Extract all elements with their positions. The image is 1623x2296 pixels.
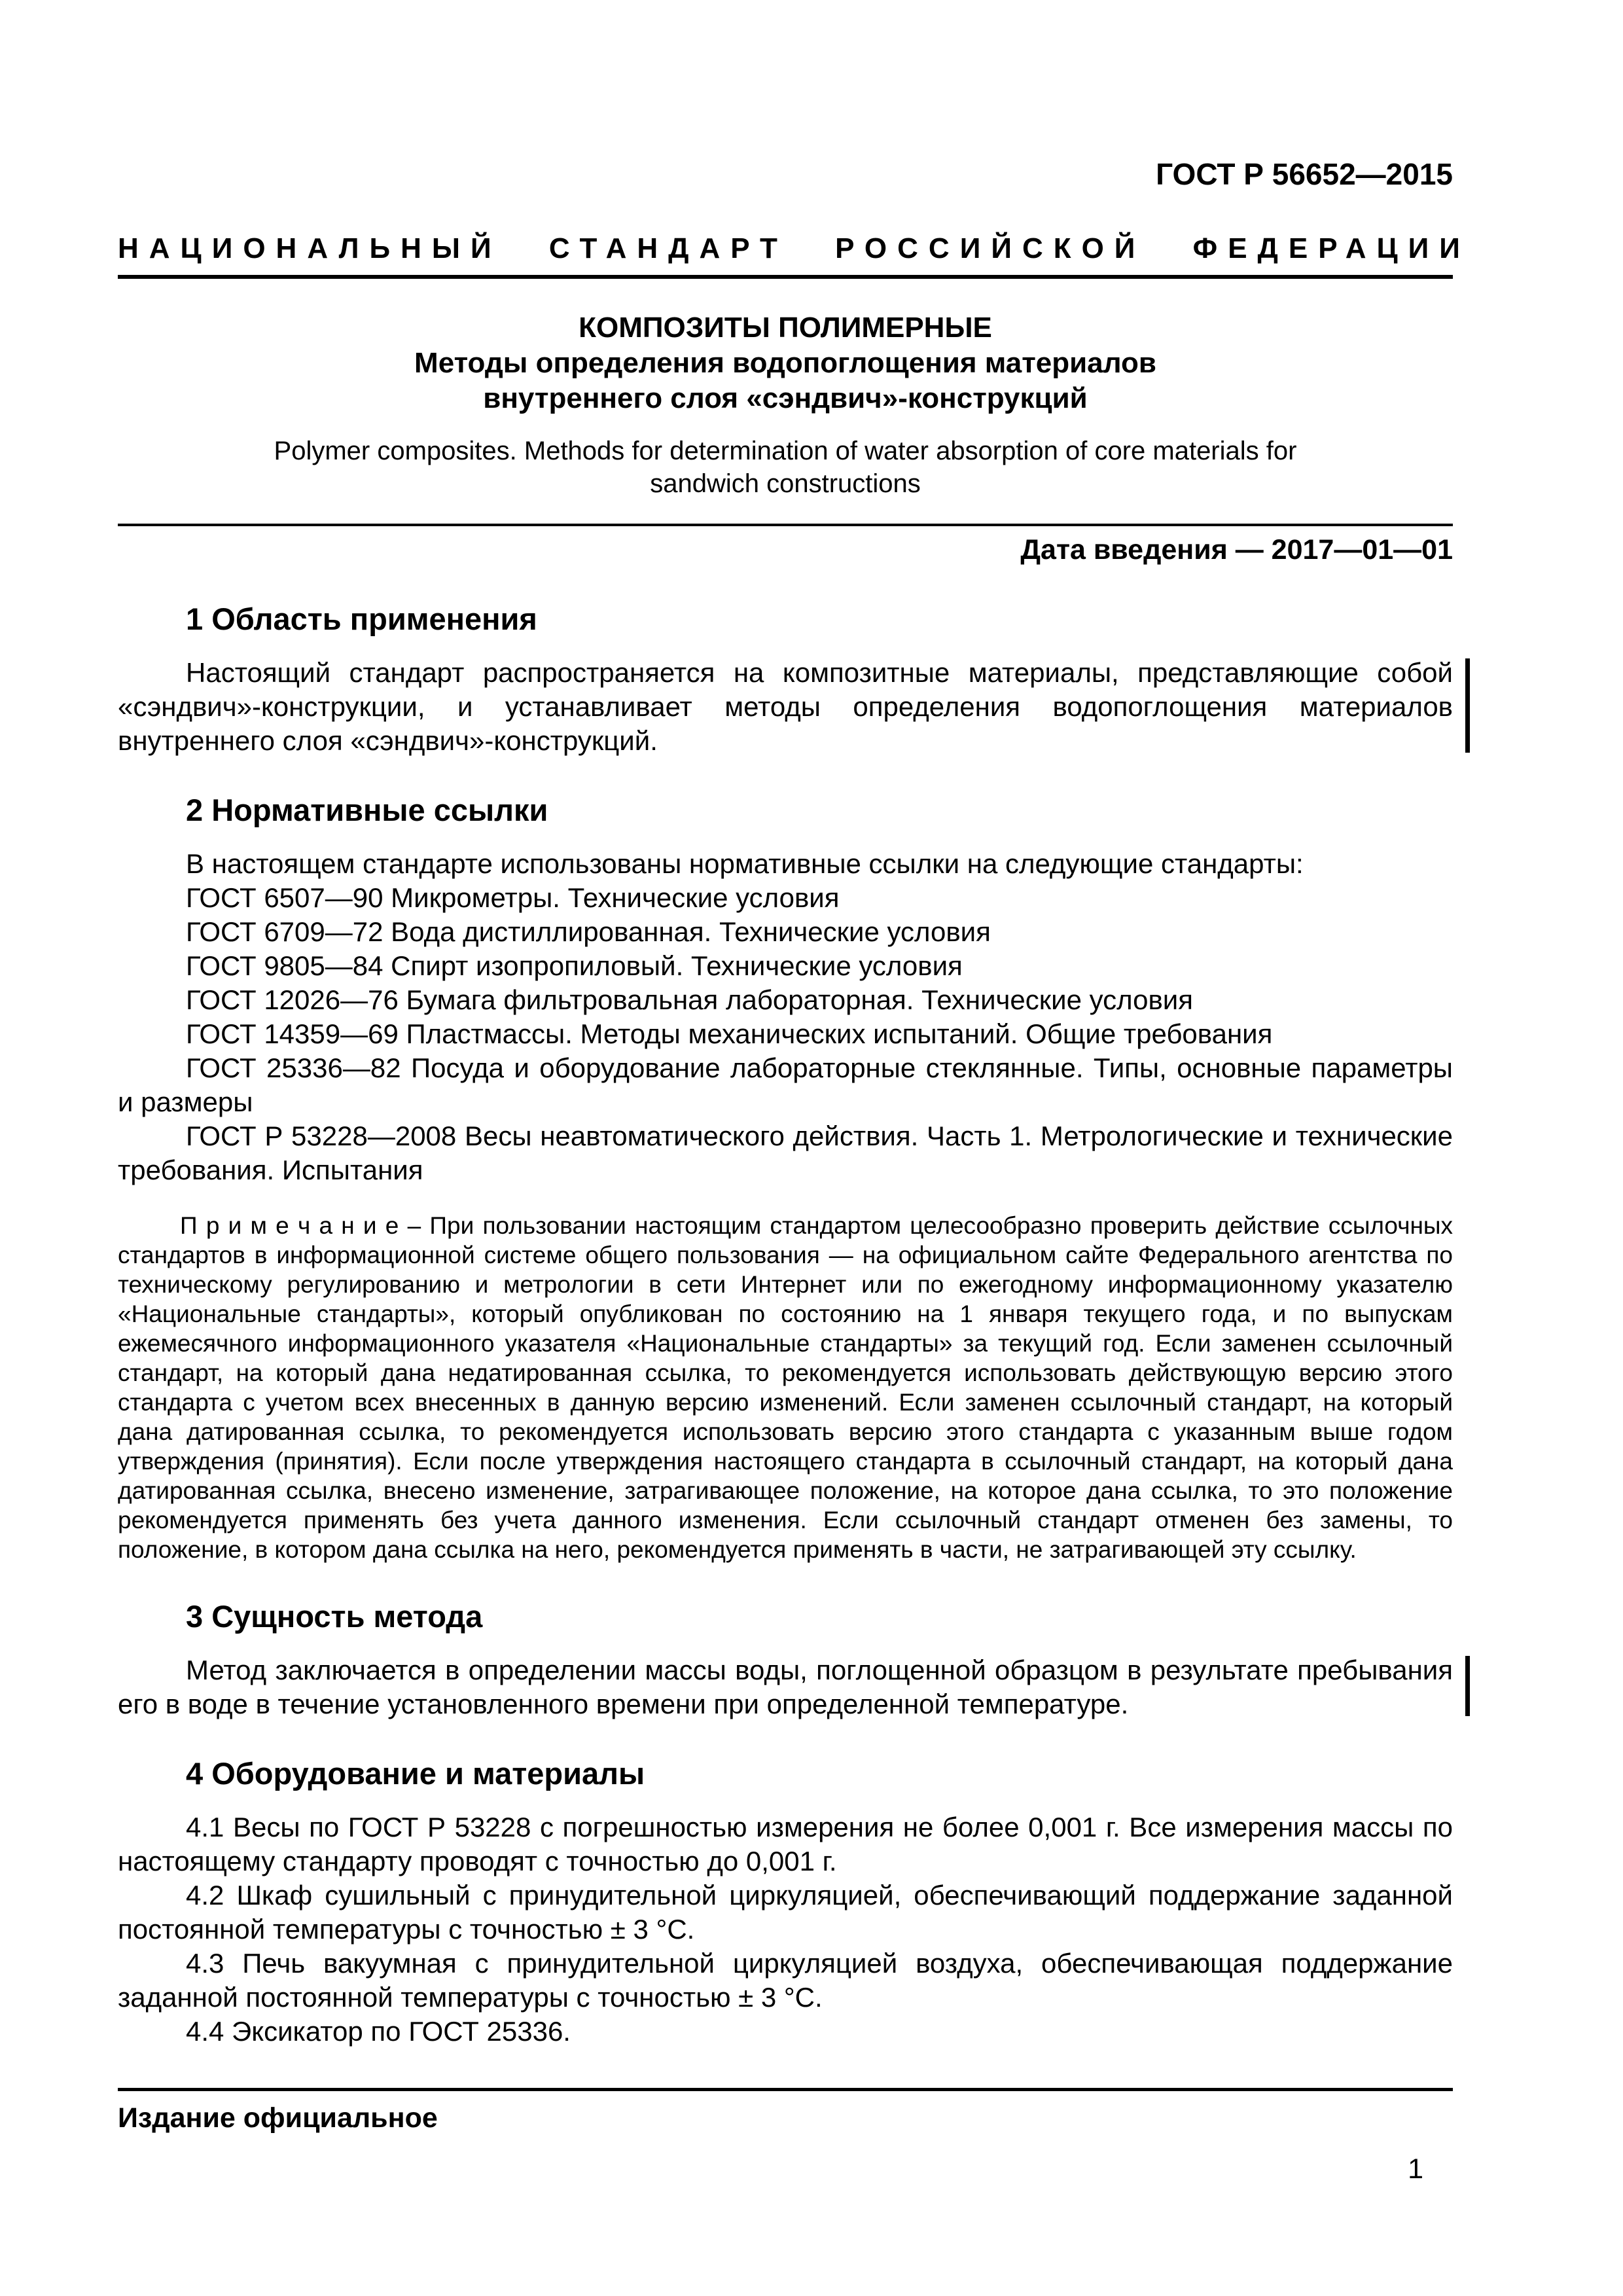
section-4-item: 4.2 Шкаф сушильный с принудительной циркуляцией, обеспечивающий поддержание заданной постоянной температуры с точностью ± 3 °С. [118, 1880, 1453, 1945]
gost-reference: ГОСТ 6709—72 Вода дистиллированная. Технические условия [186, 916, 991, 947]
section-4-title: 4 Оборудование и материалы [186, 1756, 645, 1791]
section-2-intro: В настоящем стандарте использованы нормативные ссылки на следующие стандарты: [186, 848, 1304, 879]
section-2-title: 2 Нормативные ссылки [186, 793, 548, 827]
doc-code: ГОСТ Р 56652—2015 [1156, 157, 1453, 191]
section-1-title: 1 Область применения [186, 601, 537, 636]
section-4-item: 4.4 Эксикатор по ГОСТ 25336. [186, 2016, 571, 2047]
section-4-item: 4.3 Печь вакуумная с принудительной циркуляцией воздуха, обеспечивающая поддержание заданной постоянной температуры с точностью ± 3 °С. [118, 1948, 1453, 2013]
section-3-title: 3 Сущность метода [186, 1599, 483, 1634]
english-subtitle [118, 435, 1453, 500]
effective-date: Дата введения — 2017—01—01 [1020, 534, 1453, 565]
divider [118, 524, 1453, 526]
section-4-item: 4.1 Весы по ГОСТ Р 53228 с погрешностью измерения не более 0,001 г. Все измерения массы по настоящему стандарту проводят с точностью до 0,001 г. [118, 1812, 1453, 1876]
gost-reference: ГОСТ 25336—82 Посуда и оборудование лабораторные стеклянные. Типы, основные параметры и размеры [118, 1052, 1453, 1117]
gost-reference: ГОСТ 14359—69 Пластмассы. Методы механических испытаний. Общие требования [186, 1018, 1273, 1049]
page-number: 1 [1408, 2153, 1423, 2185]
note-paragraph: П р и м е ч а н и е – При пользовании настоящим стандартом целесообразно проверить действие ссылочных стандартов в информационной системе общего пользования — на официальном сайте Федерального агентства по техническому регулированию и метрологии в сети Интернет или по ежегодному информационному указателю «Национальные стандарты», который опубликован по состоянию на 1 января текущего года, и по выпускам ежемесячного информационного указателя «Национальные стандарты» за текущий год. Если заменен ссылочный стандарт, на который дана недатированная ссылка, то рекомендуется использовать действующую версию этого стандарта с учетом всех внесенных в данную версию изменений. Если заменен ссылочный стандарт, на который дана датированная ссылка, то рекомендуется использовать версию этого стандарта с указанным выше годом утверждения (принятия). Если после утверждения настоящего стандарта в ссылочный стандарт, на который дана датированная ссылка, внесено изменение, затрагивающее положение, на которое дана ссылка, то это положение рекомендуется применять без учета данного изменения. Если ссылочный стандарт отменен без замены, то положение, в котором дана ссылка на него, рекомендуется применять в части, не затрагивающей эту ссылку. [118, 1212, 1453, 1563]
title-line-3: внутреннего слоя «сэндвич»-конструкций [483, 382, 1088, 414]
gost-reference: ГОСТ 9805—84 Спирт изопропиловый. Технические условия [186, 950, 963, 981]
gost-reference: ГОСТ 6507—90 Микрометры. Технические условия [186, 882, 840, 913]
title-line-2: Методы определения водопоглощения материалов [414, 347, 1156, 379]
english-subtitle-line-1: Polymer composites. Methods for determination of water absorption of core materials for [274, 437, 1297, 465]
page-content [118, 0, 1471, 2049]
gost-reference: ГОСТ 12026—76 Бумага фильтровальная лабораторная. Технические условия [186, 984, 1194, 1015]
page-footer [118, 2088, 1453, 2185]
english-subtitle-line-2: sandwich constructions [650, 469, 921, 498]
national-standard-header: НАЦИОНАЛЬНЫЙ СТАНДАРТ РОССИЙСКОЙ ФЕДЕРАЦИИ [118, 232, 1453, 279]
title-line-1: КОМПОЗИТЫ ПОЛИМЕРНЫЕ [579, 312, 992, 344]
official-edition-label: Издание официальное [118, 2102, 438, 2134]
document-title [118, 310, 1453, 416]
gost-reference: ГОСТ Р 53228—2008 Весы неавтоматического действия. Часть 1. Метрологические и технические требования. Испытания [118, 1121, 1453, 1185]
section-3-paragraph: Метод заключается в определении массы воды, поглощенной образцом в результате пребывания его в воде в течение установленного времени при определенной температуре. [118, 1653, 1453, 1721]
section-1-paragraph: Настоящий стандарт распространяется на композитные материалы, представляющие собой «сэндвич»-конструкции, и устанавливает методы определения водопоглощения материалов внутреннего слоя «сэндвич»-конструкций. [118, 656, 1453, 758]
